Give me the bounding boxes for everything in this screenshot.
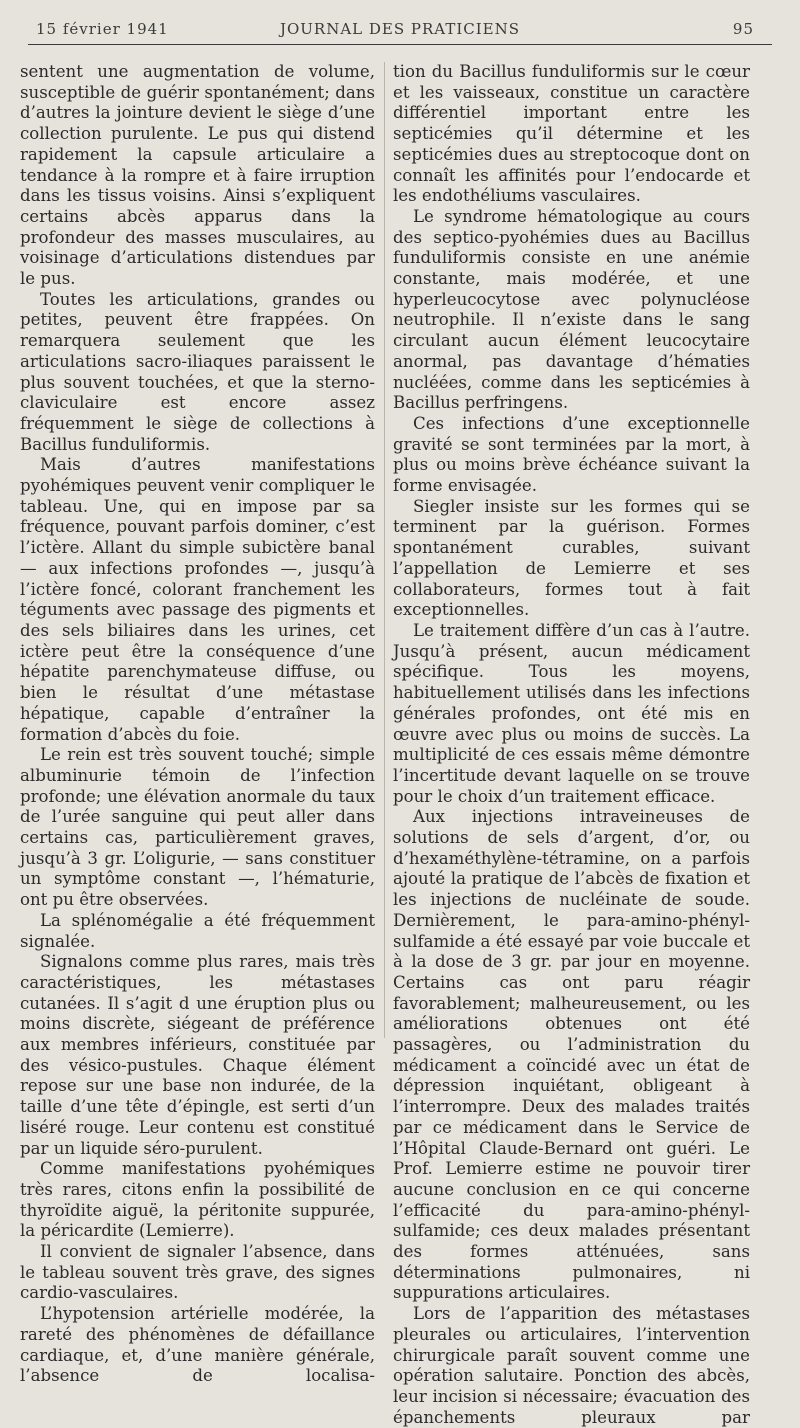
paragraph: Le traitement diffère d’un cas à l’autre. Jusqu’à présent, aucun médicament spécifique. Tous les moyens, habituellement utilisés dans les infections générales profondes, ont été mis en œuvre avec plus ou moins de succès. La multiplicité de ces essais même démontre l’incertitude devant laquelle on se trouve pour le choix d’un traitement efficace. — [393, 620, 750, 806]
paragraph: sentent une augmentation de volume, susceptible de guérir spontanément; dans d’autres la jointure devient le siège d’une collection purulente. Le pus qui distend rapidement la capsule articulaire a tendance à la rompre et à faire irruption dans les tissus voisins. Ainsi s’expliquent certains abcès apparus dans la profondeur des masses musculaires, au voisinage d’articulations distendues par le pus. — [20, 62, 375, 289]
running-header — [28, 14, 772, 45]
paragraph: L’hypotension artérielle modérée, la rareté des phénomènes de défaillance cardiaque, et, d’une manière générale, l’absence de localisa- — [20, 1304, 375, 1386]
right-column — [393, 62, 750, 1427]
paragraph: Ces infections d’une exceptionnelle gravité se sont terminées par la mort, à plus ou moins brève échéance suivant la forme envisagée. — [393, 413, 750, 496]
paragraph: Comme manifestations pyohémiques très rares, citons enfin la possibilité de thyroïdite aiguë, la péritonite suppurée, la péricardite (Lemierre). — [20, 1159, 375, 1241]
paragraph: Le rein est très souvent touché; simple albuminurie témoin de l’infection profonde; une élévation anormale du taux de l’urée sanguine qui peut aller dans certains cas, particulièrement graves, jusqu’à 3 gr. L’oligurie, — sans constituer un symptôme constant —, l’hématurie, ont pu être observées. — [20, 745, 375, 910]
header-journal-title: JOURNAL DES PRATICIENS — [279, 20, 521, 38]
paragraph: Aux injections intraveineuses de solutions de sels d’argent, d’or, ou d’hexaméthylène-tétramine, on a parfois ajouté la pratique de l’abcès de fixation et les injections de nucléinate de soude. Dernièrement, le para-amino-phényl-sulfamide a été essayé par voie buccale et à la dose de 3 gr. par jour en moyenne. Certains cas ont paru réagir favorablement; malheureusement, ou les améliorations obtenues ont été passagères, ou l’administration du médicament a coïncidé avec un état de dépression inquiétant, obligeant à l’interrompre. Deux des malades traités par ce médicament dans le Service de l’Hôpital Claude-Bernard ont guéri. Le Prof. Lemierre estime ne pouvoir tirer aucune conclusion en ce qui concerne l’efficacité du para-amino-phényl-sulfamide; ces deux malades présentant des formes atténuées, sans déterminations pulmonaires, ni suppurations articulaires. — [393, 807, 750, 1303]
column-divider — [384, 62, 385, 1038]
left-column — [20, 62, 375, 1386]
paragraph: tion du Bacillus funduliformis sur le cœur et les vaisseaux, constitue un caractère différentiel important entre les septicémies qu’il détermine et les septicémies dues au streptocoque dont on connaît les affinités pour l’endocarde et les endothéliums vasculaires. — [393, 62, 750, 206]
paragraph: La splénomégalie a été fréquemment signalée. — [20, 910, 375, 951]
header-date: 15 février 1941 — [36, 20, 169, 38]
paragraph: Signalons comme plus rares, mais très caractéristiques, les métastases cutanées. Il s’agit d une éruption plus ou moins discrète, siégeant de préférence aux membres inférieurs, constituée par des vésico-pustules. Chaque élément repose sur une base non indurée, de la taille d’une tête d’épingle, est serti d’un liséré rouge. Leur contenu est constitué par un liquide séro-purulent. — [20, 952, 375, 1158]
paragraph: Toutes les articulations, grandes ou petites, peuvent être frappées. On remarquera seulement que les articulations sacro-iliaques paraissent le plus souvent touchées, et que la sterno-claviculaire est encore assez fréquemment le siège de collections à Bacillus funduliformis. — [20, 289, 375, 454]
paragraph: Il convient de signaler l’absence, dans le tableau souvent très grave, des signes cardio-vasculaires. — [20, 1242, 375, 1303]
header-page-number: 95 — [732, 20, 754, 38]
paragraph: Siegler insiste sur les formes qui se terminent par la guérison. Formes spontanément curables, suivant l’appellation de Lemierre et ses collaborateurs, formes tout à fait exceptionnelles. — [393, 496, 750, 620]
paragraph: Mais d’autres manifestations pyohémiques peuvent venir compliquer le tableau. Une, qui en impose par sa fréquence, pouvant parfois dominer, c’est l’ictère. Allant du simple subictère banal — aux infections profondes —, jusqu’à l’ictère foncé, colorant franchement les téguments avec passage des pigments et des sels biliaires dans les urines, cet ictère peut être la conséquence d’une hépatite parenchymateuse diffuse, ou bien le résultat d’une métastase hépatique, capable d’entraîner la formation d’abcès du foie. — [20, 455, 375, 744]
paragraph: Lors de l’apparition des métastases pleurales ou articulaires, l’intervention chirurgicale paraît souvent comme une opération salutaire. Ponction des abcès, leur incision si nécessaire; évacuation des épanchements pleuraux par — [393, 1304, 750, 1427]
paragraph: Le syndrome hématologique au cours des septico-pyohémies dues au Bacillus funduliformis consiste en une anémie constante, mais modérée, et une hyperleucocytose avec polynucléose neutrophile. Il n’existe dans le sang circulant aucun élément leucocytaire anormal, pas davantage d’hématies nucléées, comme dans les septicémies à Bacillus perfringens. — [393, 206, 750, 413]
